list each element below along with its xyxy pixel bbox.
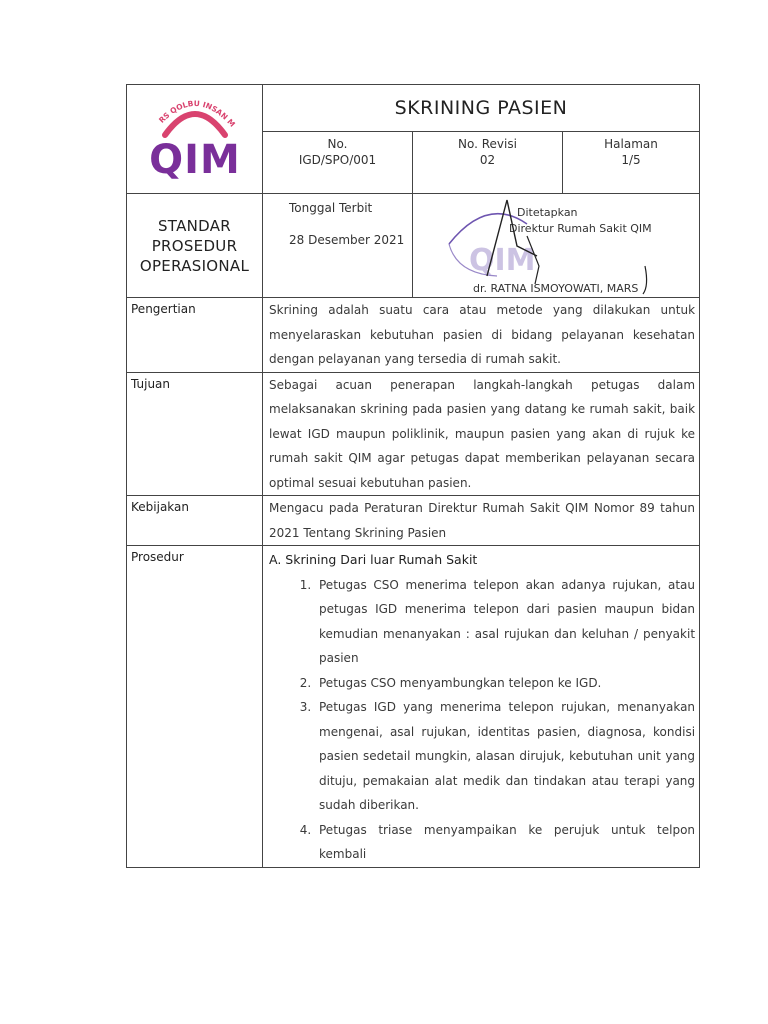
pengertian-text: Skrining adalah suatu cara atau metode yang dilakukan untuk menyelaraskan kebutuhan pasien di bidang pelayanan kesehatan dengan pelayanan yang tersedia di rumah sakit. bbox=[269, 303, 696, 366]
sop-line-3: OPERASIONAL bbox=[139, 257, 250, 275]
kebijakan-text: Mengacu pada Peraturan Direktur Rumah Sakit QIM Nomor 89 tahun 2021 Tentang Skrining Pasien bbox=[269, 501, 696, 540]
hospital-logo bbox=[127, 85, 263, 189]
approval-line-2: Direktur Rumah Sakit QIM bbox=[509, 222, 652, 235]
page-label: Halaman bbox=[604, 137, 658, 152]
logo-text: QIM bbox=[149, 137, 241, 183]
approval-cell bbox=[413, 194, 700, 298]
revision-value: 02 bbox=[479, 153, 496, 168]
list-item: 4. Petugas triase menyampaikan ke perujuk untuk telpon kembali bbox=[315, 818, 695, 867]
doc-number-label: No. bbox=[327, 137, 348, 152]
prosedur-heading: A. Skrining Dari luar Rumah Sakit bbox=[269, 552, 478, 567]
sop-table bbox=[126, 84, 700, 868]
tujuan-text: Sebagai acuan penerapan langkah-langkah petugas dalam melaksanakan skrining pada pasien yang datang ke rumah sakit, baik lewat IGD maupun poliklinik, maupun pasien yang akan di rujuk ke rumah sakit QIM agar petugas dapat memberikan pelayanan secara optimal sesuai kebutuhan pasien. bbox=[269, 377, 696, 490]
revision-label: No. Revisi bbox=[458, 137, 517, 152]
sop-line-1: STANDAR bbox=[157, 217, 232, 235]
revision-cell bbox=[413, 132, 563, 194]
page-value: 1/5 bbox=[621, 153, 641, 168]
list-item: 2. Petugas CSO menyambungkan telepon ke IGD. bbox=[315, 671, 695, 696]
issue-date-value: 28 Desember 2021 bbox=[289, 233, 405, 247]
sop-line-2: PROSEDUR bbox=[151, 237, 238, 255]
sop-document bbox=[126, 84, 699, 868]
tujuan-content bbox=[263, 372, 700, 496]
pengertian-content bbox=[263, 298, 700, 373]
svg-text:RS QOLBU INSAN MULIA bbox=[127, 85, 237, 129]
logo-arc-text: RS QOLBU INSAN M bbox=[157, 98, 237, 129]
pengertian-label: Pengertian bbox=[127, 298, 263, 373]
doc-number-cell bbox=[263, 132, 413, 194]
document-title: SKRINING PASIEN bbox=[263, 85, 700, 132]
svg-text:QIM: QIM bbox=[469, 243, 536, 278]
approval-line-1: Ditetapkan bbox=[517, 206, 578, 219]
list-item: 3. Petugas IGD yang menerima telepon rujukan, menanyakan mengenai, asal rujukan, identitas pasien, diagnosa, kondisi pasien sedetail mungkin, alasan dirujuk, kebutuhan unit yang dituju, pemakaian alat medik dan tindakan atau terapi yang sudah diberikan. bbox=[315, 695, 695, 818]
tujuan-label: Tujuan bbox=[127, 372, 263, 496]
prosedur-steps bbox=[269, 573, 695, 867]
kebijakan-content bbox=[263, 496, 700, 546]
doc-number-value: IGD/SPO/001 bbox=[298, 153, 377, 168]
page-cell bbox=[563, 132, 700, 194]
kebijakan-label: Kebijakan bbox=[127, 496, 263, 546]
prosedur-content bbox=[263, 546, 700, 868]
prosedur-label: Prosedur bbox=[127, 546, 263, 868]
issue-date-label: Tonggal Terbit bbox=[289, 201, 373, 215]
issue-date-cell bbox=[263, 194, 413, 298]
logo-cell bbox=[127, 85, 263, 194]
list-item: 1. Petugas CSO menerima telepon akan adanya rujukan, atau petugas IGD menerima telepon dari pasien maupun bidan kemudian menanyakan : asal rujukan dan keluhan / penyakit pasien bbox=[315, 573, 695, 671]
approval-name: dr. RATNA ISMOYOWATI, MARS bbox=[473, 282, 639, 295]
sop-label-cell bbox=[127, 194, 263, 298]
